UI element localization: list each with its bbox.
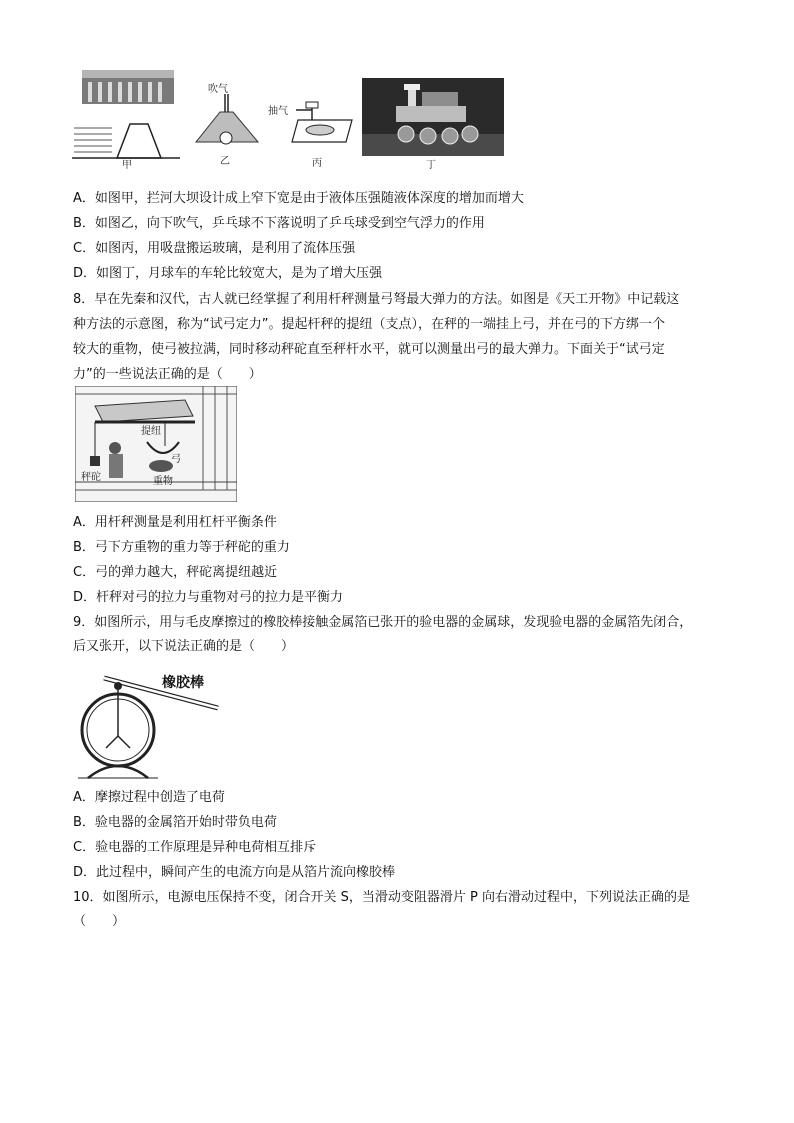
label-tiniu: 提纽 <box>141 426 161 437</box>
label-gong: 弓 <box>171 454 181 465</box>
figure-label-yi: 乙 <box>220 156 230 167</box>
q7-option-c: C．如图丙，用吸盘搬运玻璃，是利用了流体压强 <box>73 241 356 256</box>
suck-label: 抽气 <box>268 106 288 117</box>
label-zhongwu: 重物 <box>153 476 173 487</box>
q7-option-a: A．如图甲，拦河大坝设计成上窄下宽是由于液体压强随液体深度的增加而增大 <box>73 191 524 206</box>
q8-option-c: C．弓的弹力越大，秤砣离提纽越近 <box>73 565 278 580</box>
label-chengtuo: 秤砣 <box>81 472 101 483</box>
figure-label-ding: 丁 <box>426 160 436 171</box>
q8-option-d: D．杆秤对弓的拉力与重物对弓的拉力是平衡力 <box>73 590 344 605</box>
q10-stem-line-2: （ ） <box>73 914 126 929</box>
blow-label: 吹气 <box>208 84 228 95</box>
q9-option-d: D．此过程中，瞬间产生的电流方向是从箔片流向橡胶棒 <box>73 865 396 880</box>
rubber-rod-label: 橡胶棒 <box>162 675 204 691</box>
q7-option-b: B．如图乙，向下吹气，乒乓球不下落说明了乒乓球受到空气浮力的作用 <box>73 216 485 231</box>
figure-label-jia: 甲 <box>122 160 132 171</box>
figure-label-bing: 丙 <box>312 158 322 169</box>
figure-bing-suction <box>268 98 358 168</box>
figure-yi-funnel <box>190 78 270 168</box>
q10-stem-line-1: 10．如图所示，电源电压保持不变，闭合开关 S，当滑动变阻器滑片 P 向右滑动过程中，下列说法正确的是 <box>73 890 691 905</box>
q8-stem-line-3: 较大的重物，使弓被拉满，同时移动秤砣直至秤杆水平，就可以测量出弓的最大弹力。下面关于“试弓定 <box>73 342 665 357</box>
q9-option-c: C．验电器的工作原理是异种电荷相互排斥 <box>73 840 317 855</box>
q8-stem-line-4: 力”的一些说法正确的是（ ） <box>73 367 262 382</box>
q8-stem-line-1: 8．早在先秦和汉代，古人就已经掌握了利用杆秤测量弓弩最大弹力的方法。如图是《天工开物》中记载这 <box>73 292 680 307</box>
q7-option-d: D．如图丁，月球车的车轮比较宽大，是为了增大压强 <box>73 266 383 281</box>
q9-option-b: B．验电器的金属箔开始时带负电荷 <box>73 815 277 830</box>
figure-electroscope <box>78 666 228 782</box>
q8-option-a: A．用杆秤测量是利用杠杆平衡条件 <box>73 515 277 530</box>
q9-stem-line-1: 9．如图所示，用与毛皮摩擦过的橡胶棒接触金属箔已张开的验电器的金属球，发现验电器的金属箔先闭合， <box>73 615 693 630</box>
q9-stem-line-2: 后又张开，以下说法正确的是（ ） <box>73 639 295 654</box>
figure-ding-lunar-rover <box>362 78 504 170</box>
q9-option-a: A．摩擦过程中创造了电荷 <box>73 790 225 805</box>
q8-stem-line-2: 种方法的示意图，称为“试弓定力”。提起杆秤的提纽（支点），在秤的一端挂上弓，并在弓的下方绑一个 <box>73 317 665 332</box>
q8-option-b: B．弓下方重物的重力等于秤砣的重力 <box>73 540 290 555</box>
figure-jia-dam <box>72 68 182 171</box>
figure-trial-bow-woodcut <box>75 386 237 502</box>
